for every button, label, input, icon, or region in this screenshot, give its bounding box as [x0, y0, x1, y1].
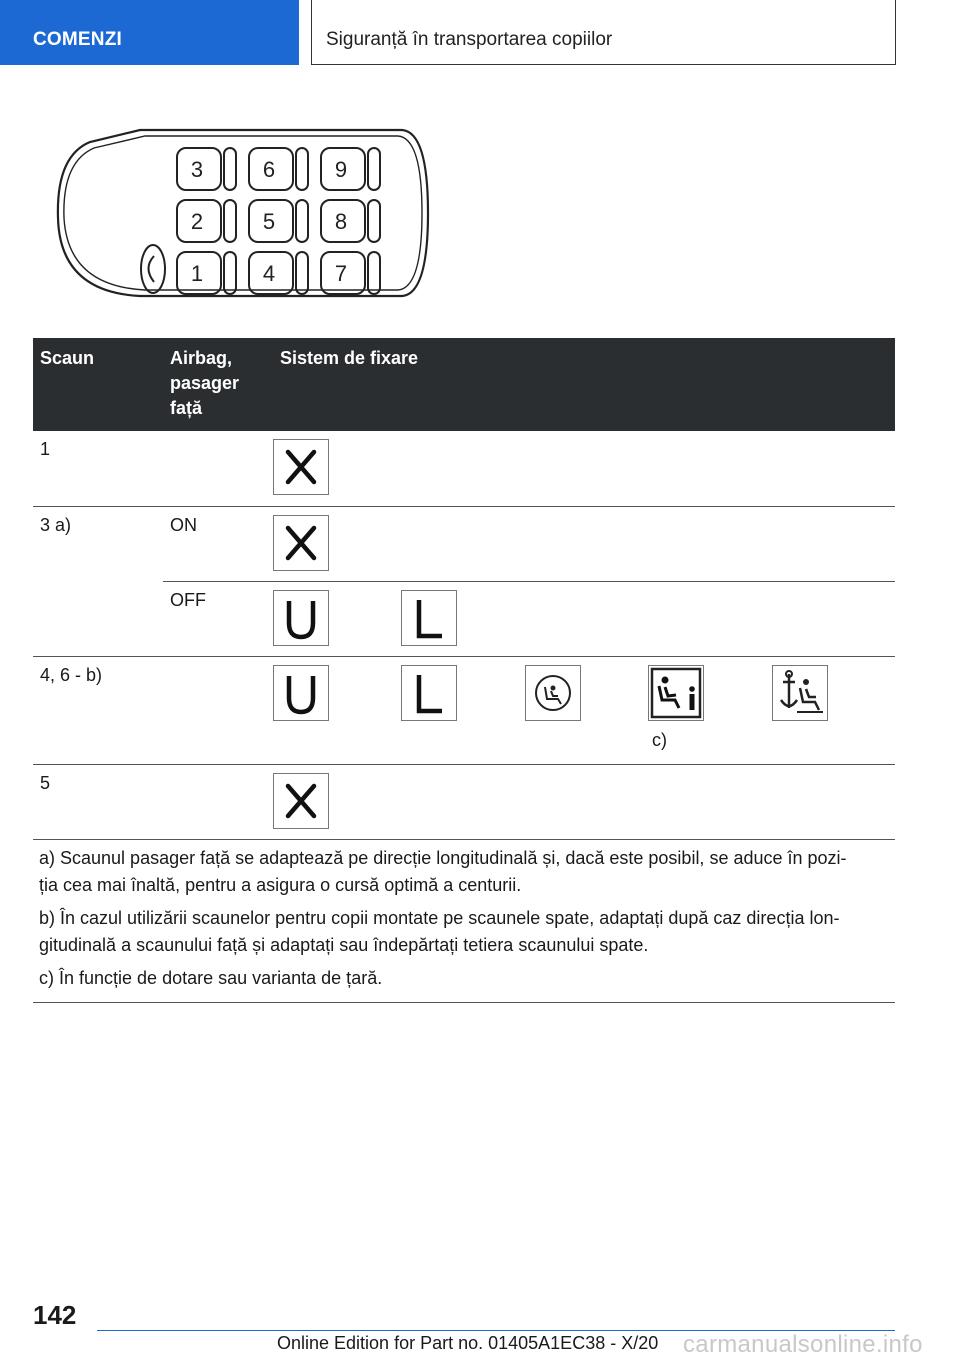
seat-cell: 5 [33, 764, 163, 839]
seat-position-2 [177, 200, 236, 242]
seat-number-label: 9 [334, 157, 348, 182]
footnote-a-line1: a) Scaunul pasager față se adaptează pe direcție longitudinală și, dacă este posibil, se aduce în pozi‐ [39, 848, 847, 868]
seat-position-1 [177, 252, 236, 294]
fixation-cell [273, 764, 895, 839]
child-seat-anchor-icon [772, 665, 828, 721]
col-airbag-line1: Airbag, [170, 348, 233, 368]
footnote-a [39, 845, 889, 899]
airbag-cell: OFF [163, 581, 273, 656]
chapter-box [311, 0, 896, 65]
universal-u-icon [273, 665, 329, 721]
fixation-cell [273, 656, 895, 764]
fixation-cell [273, 581, 895, 656]
seat-number-label: 8 [334, 209, 348, 234]
seat-cell: 3 a) [33, 506, 163, 656]
seat-number-label: 5 [262, 209, 276, 234]
footnote-c-marker: c) [652, 729, 667, 750]
seat-position-9 [321, 148, 380, 190]
table-row [33, 656, 895, 764]
seat-number-label: 2 [190, 209, 204, 234]
seat-position-7 [321, 252, 380, 294]
seat-position-8 [321, 200, 380, 242]
seat-number-label: 3 [190, 157, 204, 182]
seat-number-label: 4 [262, 261, 276, 286]
footnote-a-line2: ția cea mai înaltă, pentru a asigura o cursă optimă a centurii. [39, 875, 522, 895]
seat-number-label: 6 [262, 157, 276, 182]
col-airbag [163, 338, 273, 431]
seat-position-6 [249, 148, 308, 190]
seat-position-3 [177, 148, 236, 190]
table-row [33, 581, 895, 656]
col-seat: Scaun [33, 338, 163, 431]
cross-icon [273, 773, 329, 829]
seat-layout-diagram [30, 118, 440, 308]
airbag-cell [163, 431, 273, 506]
section-tab [0, 0, 299, 65]
limited-l-icon [401, 665, 457, 721]
cross-icon [273, 515, 329, 571]
col-fixation: Sistem de fixare [273, 338, 895, 431]
footnote-b-line2: gitudinală a scaunului față și adaptați sau îndepărtați tetiera scaunului spate. [39, 935, 649, 955]
footnote-b-line1: b) În cazul utilizării scaunelor pentru copii montate pe scaunele spate, adaptați după caz direcția lon‐ [39, 908, 840, 928]
airbag-cell: ON [163, 506, 273, 581]
edition-text: Online Edition for Part no. 01405A1EC38 - X/20 [277, 1333, 659, 1353]
fixation-cell [273, 431, 895, 506]
watermark: carmanualsonline.info [683, 1331, 923, 1358]
page-number: 142 [33, 1300, 77, 1330]
seat-number-label: 7 [334, 261, 348, 286]
table-row [33, 431, 895, 506]
fixation-table [33, 338, 895, 840]
table-row [33, 506, 895, 581]
universal-u-icon [273, 590, 329, 646]
table-footnotes [33, 837, 895, 1003]
section-title: COMENZI [33, 29, 123, 50]
col-airbag-line2: pasager [170, 373, 240, 393]
airbag-cell [163, 656, 273, 764]
seat-position-5 [249, 200, 308, 242]
child-seat-info-icon [648, 665, 704, 721]
seat-cell: 4, 6 - b) [33, 656, 163, 764]
seat-cell: 1 [33, 431, 163, 506]
col-airbag-line3: față [170, 398, 203, 418]
child-seat-icon [525, 665, 581, 721]
chapter-title: Siguranță în transportarea copiilor [326, 29, 613, 50]
airbag-cell [163, 764, 273, 839]
seat-position-4 [249, 252, 308, 294]
footnote-c: c) În funcție de dotare sau varianta de țară. [39, 968, 383, 988]
footnote-b [39, 905, 889, 959]
fixation-cell [273, 506, 895, 581]
table-row [33, 764, 895, 839]
limited-l-icon [401, 590, 457, 646]
cross-icon [273, 439, 329, 495]
table-header-row [33, 338, 895, 431]
seat-number-label: 1 [190, 261, 204, 286]
